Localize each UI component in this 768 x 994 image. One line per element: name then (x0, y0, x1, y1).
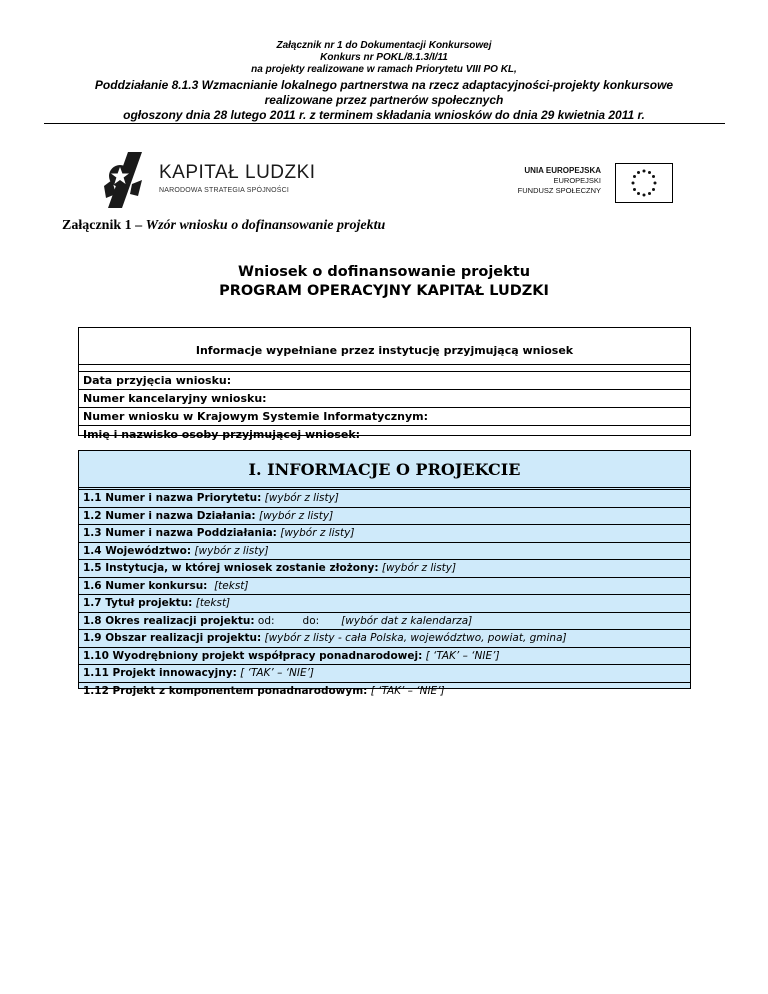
header-line-1: Załącznik nr 1 do Dokumentacji Konkursowej (276, 40, 492, 51)
project-row-contest-number (79, 578, 690, 596)
kapital-ludzki-emblem-icon (98, 150, 156, 210)
voivodeship-select[interactable]: [wybór z listy] (194, 544, 269, 557)
eu-label-line-3: FUNDUSZ SPOŁECZNY (517, 186, 601, 195)
program-title: PROGRAM OPERACYJNY KAPITAŁ LUDZKI (219, 283, 549, 299)
transnational-component-toggle[interactable]: [ ‘TAK’ – ‘NIE’] (370, 684, 445, 697)
header-line-5: realizowane przez partnerów społecznych (264, 93, 504, 107)
field-label: 1.7 Tytuł projektu: (83, 597, 193, 609)
header-line-4: Poddziałanie 8.1.3 Wzmacnianie lokalnego partnerstwa na rzecz adaptacyjności-projekty konkursowe (94, 78, 674, 92)
field-label: 1.9 Obszar realizacji projektu: (83, 632, 262, 644)
priority-select[interactable]: [wybór z listy] (264, 492, 339, 504)
kapital-ludzki-subtitle: NARODOWA STRATEGIA SPÓJNOŚCI (159, 187, 290, 194)
project-row-transnational (79, 648, 690, 666)
project-info-section (78, 450, 691, 697)
contest-number-input[interactable]: [tekst] (214, 579, 249, 592)
innovative-toggle[interactable]: [ ‘TAK’ – ‘NIE’] (240, 667, 315, 679)
field-label: 1.10 Wyodrębniony projekt współpracy ponadnarodowej: (83, 649, 423, 662)
intake-row-ksi-number: Numer wniosku w Krajowym Systemie Informatycznym: (79, 408, 690, 426)
subaction-select[interactable]: [wybór z listy] (280, 527, 355, 539)
field-label: 1.12 Projekt z komponentem ponadnarodowym: (83, 684, 368, 697)
intake-row-date: Data przyjęcia wniosku: (79, 372, 690, 390)
header-line-2: Konkurs nr POKL/8.1.3/I/11 (320, 52, 448, 63)
project-row-priority (79, 490, 690, 508)
attachment-prefix: Załącznik 1 – (62, 218, 146, 233)
field-label: 1.5 Instytucja, w której wniosek zostanie złożony: (83, 562, 379, 574)
date-picker-hint[interactable]: [wybór dat z kalendarza] (341, 614, 473, 627)
area-select[interactable]: [wybór z listy - cała Polska, województwo, powiat, gmina] (264, 632, 567, 644)
project-row-innovative (79, 665, 690, 683)
field-label: 1.11 Projekt innowacyjny: (83, 667, 237, 679)
institution-select[interactable]: [wybór z listy] (381, 562, 457, 574)
project-row-title (79, 595, 690, 613)
project-row-action (79, 508, 690, 526)
transnational-toggle[interactable]: [ ‘TAK’ – ‘NIE’] (425, 649, 500, 662)
field-label: 1.6 Numer konkursu: (83, 579, 208, 592)
project-row-voivodeship (79, 543, 690, 561)
intake-row-office-number: Numer kancelaryjny wniosku: (79, 390, 690, 408)
action-select[interactable]: [wybór z listy] (258, 509, 334, 522)
intake-row-receiver-name: Imię i nazwisko osoby przyjmującej wniosek: (83, 428, 361, 441)
intake-heading: Informacje wypełniane przez instytucję przyjmującą wniosek (79, 328, 690, 365)
project-info-heading: I. INFORMACJE O PROJEKCIE (79, 451, 690, 488)
eu-label-line-2: EUROPEJSKI (553, 176, 601, 185)
intake-info-table (78, 327, 691, 441)
eu-fund-label (518, 166, 601, 196)
project-row-subaction (79, 525, 690, 543)
field-label: 1.1 Numer i nazwa Priorytetu: (83, 492, 262, 504)
field-label: 1.8 Okres realizacji projektu: (83, 614, 255, 627)
header-line-6: ogłoszony dnia 28 lutego 2011 r. z terminem składania wniosków do dnia 29 kwietnia 2011 r. (123, 108, 645, 122)
eu-label-line-1: UNIA EUROPEJSKA (524, 166, 601, 175)
eu-flag-icon (615, 163, 673, 203)
project-row-transnational-component (79, 683, 690, 700)
field-label: 1.3 Numer i nazwa Poddziałania: (83, 527, 277, 539)
attachment-name: Wzór wniosku o dofinansowanie projektu (145, 218, 386, 233)
period-to-label: do: (302, 614, 320, 627)
kapital-ludzki-logo (98, 150, 316, 212)
header-line-3: na projekty realizowane w ramach Priorytetu VIII PO KL, (251, 64, 517, 75)
project-row-institution (79, 560, 690, 578)
project-row-area (79, 630, 690, 648)
header-divider (44, 123, 725, 124)
field-label: 1.2 Numer i nazwa Działania: (83, 509, 256, 522)
attachment-title (62, 218, 385, 234)
document-title: Wniosek o dofinansowanie projektu (237, 264, 531, 280)
field-label: 1.4 Województwo: (83, 544, 192, 557)
period-from-label: od: (257, 614, 275, 627)
project-row-period (79, 613, 690, 631)
project-title-input[interactable]: [tekst] (195, 597, 231, 609)
kapital-ludzki-title: KAPITAŁ LUDZKI (159, 162, 316, 183)
